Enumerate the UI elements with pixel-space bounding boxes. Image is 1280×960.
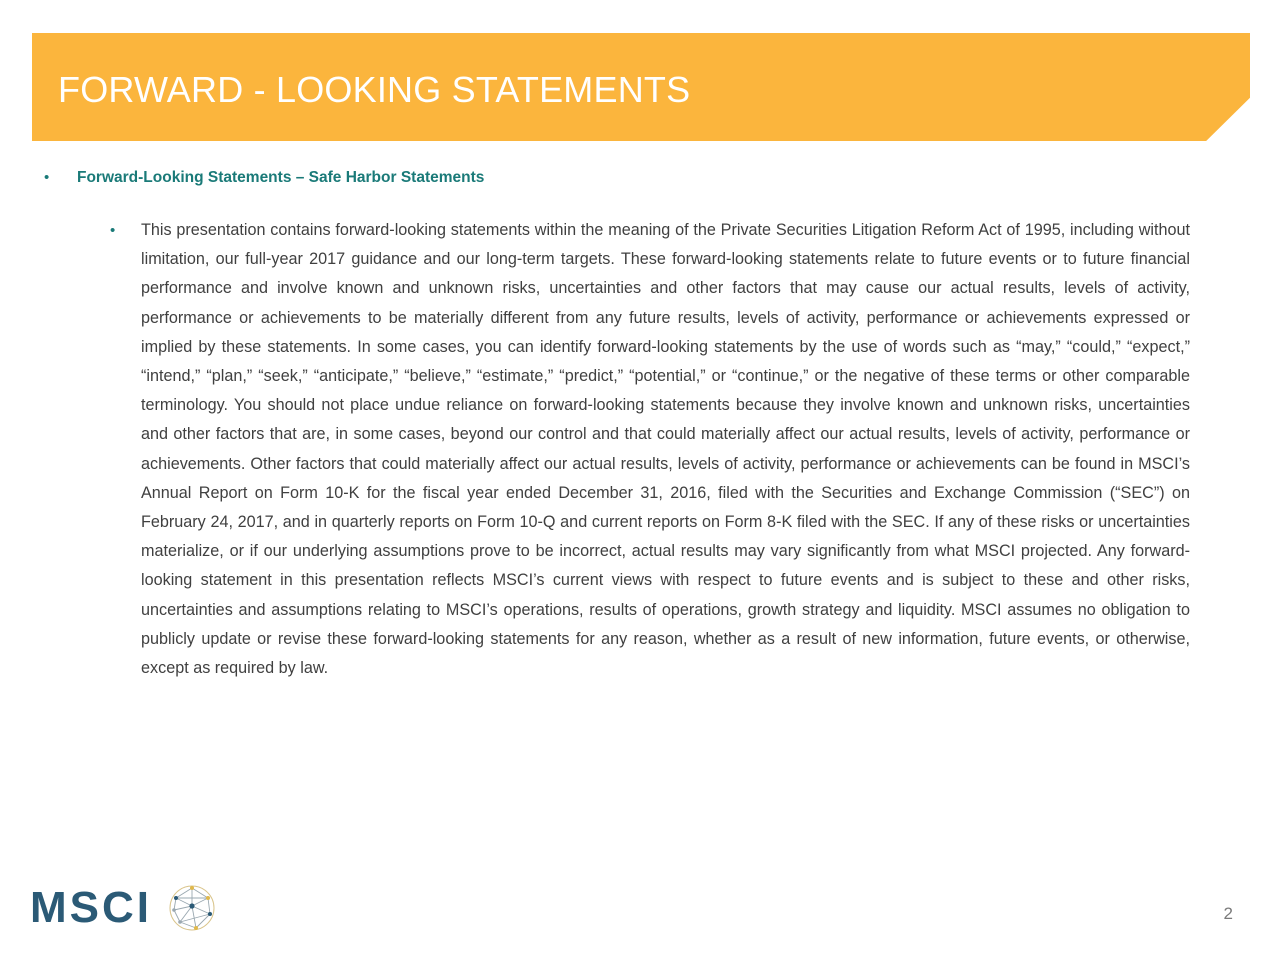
logo-wordmark: MSCI <box>30 883 152 932</box>
slide-title: FORWARD - LOOKING STATEMENTS <box>58 69 691 110</box>
bullet-icon: • <box>110 222 116 239</box>
msci-logo <box>30 882 218 934</box>
bullet-icon: • <box>44 169 50 186</box>
section-heading: Forward-Looking Statements – Safe Harbor Statements <box>77 169 485 186</box>
msci-network-globe-icon <box>166 882 218 934</box>
body-bullet-item <box>110 216 1190 683</box>
page-number: 2 <box>1223 904 1233 923</box>
safe-harbor-paragraph: This presentation contains forward-looking statements within the meaning of the Private Securities Litigation Reform Act of 1995, including without limitation, our full-year 2017 guidance and our long-term targets. These forward-looking statements relate to future events or to future financial performance and involve known and unknown risks, uncertainties and other factors that may cause our actual results, levels of activity, performance or achievements to be materially different from any future results, levels of activity, performance or achievements expressed or implied by these statements. In some cases, you can identify forward-looking statements by the use of words such as “may,” “could,” “expect,” “intend,” “plan,” “seek,” “anticipate,” “believe,” “estimate,” “predict,” “potential,” or “continue,” or the negative of these terms or other comparable terminology. You should not place undue reliance on forward-looking statements because they involve known and unknown risks, uncertainties and other factors that are, in some cases, beyond our control and that could materially affect our actual results, levels of activity, performance or achievements. Other factors that could materially affect our actual results, levels of activity, performance or achievements can be found in MSCI’s Annual Report on Form 10-K for the fiscal year ended December 31, 2016, filed with the Securities and Exchange Commission (“SEC”) on February 24, 2017, and in quarterly reports on Form 10-Q and current reports on Form 8-K filed with the SEC. If any of these risks or uncertainties materialize, or if our underlying assumptions prove to be incorrect, actual results may vary significantly from what MSCI projected. Any forward-looking statement in this presentation reflects MSCI’s current views with respect to future events and is subject to these and other risks, uncertainties and assumptions relating to MSCI’s operations, results of operations, growth strategy and liquidity. MSCI assumes no obligation to publicly update or revise these forward-looking statements for any reason, whether as a result of new information, future events, or otherwise, except as required by law. <box>141 221 1190 678</box>
section-heading-item <box>44 169 1194 187</box>
